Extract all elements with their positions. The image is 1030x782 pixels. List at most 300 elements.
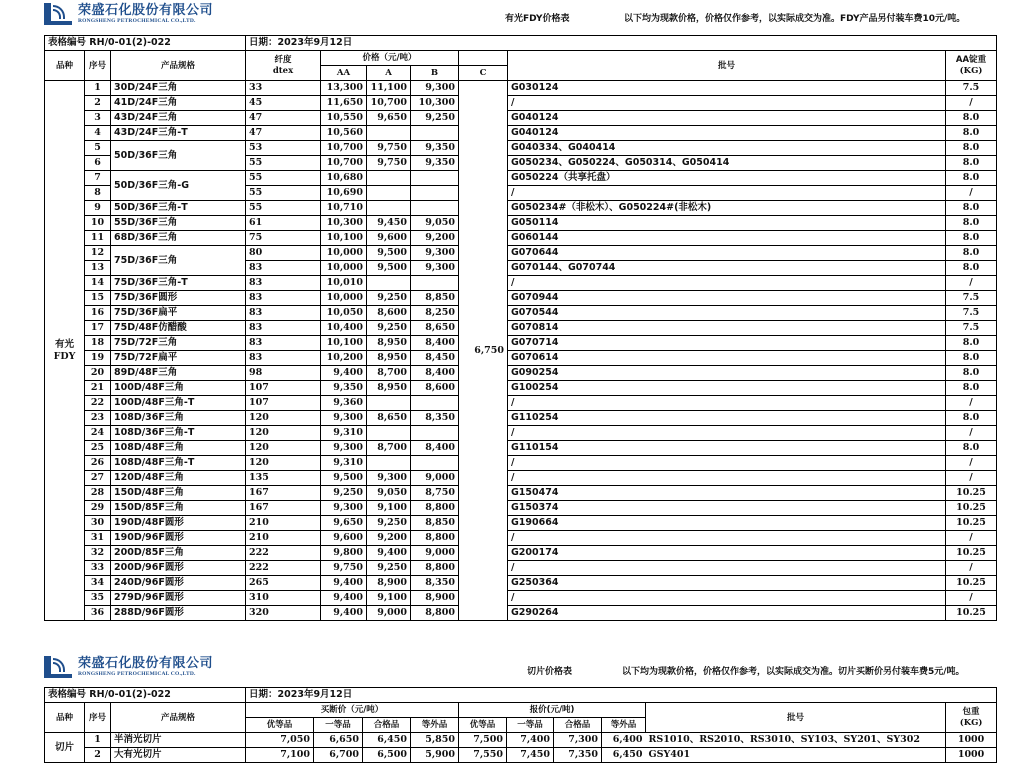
variety-label-1: 有光 xyxy=(54,338,74,350)
seq-cell: 22 xyxy=(85,396,111,411)
spec-cell: 75D/36F三角 xyxy=(111,246,246,276)
header-grade-a: A xyxy=(367,66,411,81)
batch-cell: / xyxy=(508,426,946,441)
price-b-cell xyxy=(411,126,459,141)
fdy-header-row-1 xyxy=(45,51,997,66)
batch-cell: / xyxy=(508,561,946,576)
price-b-cell: 8,400 xyxy=(411,441,459,456)
price-aa-cell: 9,400 xyxy=(321,606,367,621)
batch-cell: G150474 xyxy=(508,486,946,501)
spec-cell: 190D/96F圆形 xyxy=(111,531,246,546)
spec-cell: 68D/36F三角 xyxy=(111,231,246,246)
seq-cell: 27 xyxy=(85,471,111,486)
fdy-table-row xyxy=(45,336,997,351)
seq-cell: 21 xyxy=(85,381,111,396)
price-aa-cell: 10,680 xyxy=(321,171,367,186)
buyout-price-cell: 6,450 xyxy=(363,733,411,748)
header-weight-cn: 包重 xyxy=(962,706,980,717)
price-aa-cell: 10,200 xyxy=(321,351,367,366)
price-b-cell: 8,400 xyxy=(411,366,459,381)
price-aa-cell: 9,350 xyxy=(321,381,367,396)
quote-price-cell: 7,500 xyxy=(459,733,507,748)
weight-cell: 8.0 xyxy=(946,441,997,456)
price-a-cell: 9,050 xyxy=(367,486,411,501)
dtex-cell: 167 xyxy=(246,486,321,501)
fdy-sheet-note: 以下均为现款价格，价格仅作参考，以实际成交为准。FDY产品另付装车费10元/吨。 xyxy=(624,14,966,24)
batch-cell: G110254 xyxy=(508,411,946,426)
fdy-table-row xyxy=(45,546,997,561)
chip-form-number: 表格编号 RH/0-01(2)-022 xyxy=(45,688,246,703)
spec-cell: 100D/48F三角 xyxy=(111,381,246,396)
weight-cell: / xyxy=(946,456,997,471)
fdy-table-row xyxy=(45,141,997,156)
weight-cell: 8.0 xyxy=(946,246,997,261)
fdy-table-row xyxy=(45,426,997,441)
seq-cell: 12 xyxy=(85,246,111,261)
dtex-cell: 210 xyxy=(246,516,321,531)
weight-cell: 8.0 xyxy=(946,201,997,216)
batch-cell: G150374 xyxy=(508,501,946,516)
spec-cell: 108D/48F三角-T xyxy=(111,456,246,471)
weight-cell: 10.25 xyxy=(946,501,997,516)
seq-cell: 9 xyxy=(85,201,111,216)
weight-cell: 10.25 xyxy=(946,546,997,561)
weight-cell: 8.0 xyxy=(946,381,997,396)
weight-cell: 8.0 xyxy=(946,111,997,126)
fdy-table-row xyxy=(45,216,997,231)
dtex-cell: 55 xyxy=(246,156,321,171)
batch-cell: G110154 xyxy=(508,441,946,456)
seq-cell: 15 xyxy=(85,291,111,306)
batch-cell: G070544 xyxy=(508,306,946,321)
fdy-table-row xyxy=(45,606,997,621)
header-buyout-grade: 一等品 xyxy=(314,718,363,733)
price-b-cell: 10,300 xyxy=(411,96,459,111)
seq-cell: 18 xyxy=(85,336,111,351)
header-batch: 批号 xyxy=(646,703,946,733)
price-a-cell: 8,650 xyxy=(367,411,411,426)
price-aa-cell: 10,000 xyxy=(321,291,367,306)
seq-cell: 19 xyxy=(85,351,111,366)
chip-sheet-title: 切片价格表 xyxy=(527,667,573,677)
fdy-meta-row xyxy=(45,36,997,51)
spec-cell: 75D/36F扁平 xyxy=(111,306,246,321)
price-aa-cell: 9,400 xyxy=(321,591,367,606)
header-buyout-grade: 等外品 xyxy=(411,718,459,733)
price-aa-cell: 9,300 xyxy=(321,501,367,516)
batch-cell: / xyxy=(508,456,946,471)
spec-cell: 30D/24F三角 xyxy=(111,81,246,96)
dtex-cell: 107 xyxy=(246,396,321,411)
company-name-en: RONGSHENG PETROCHEMICAL CO.,LTD. xyxy=(78,670,196,677)
header-seq: 序号 xyxy=(85,703,111,733)
dtex-cell: 120 xyxy=(246,426,321,441)
quote-price-cell: 7,350 xyxy=(554,748,602,763)
spec-cell: 120D/48F三角 xyxy=(111,471,246,486)
weight-cell: 8.0 xyxy=(946,411,997,426)
company-logo xyxy=(44,3,213,25)
weight-cell: / xyxy=(946,591,997,606)
spec-cell: 150D/85F三角 xyxy=(111,501,246,516)
rongsheng-logo-icon xyxy=(44,3,72,25)
price-a-cell: 9,250 xyxy=(367,516,411,531)
price-b-cell xyxy=(411,426,459,441)
header-price-c-top xyxy=(459,51,508,66)
batch-cell: / xyxy=(508,186,946,201)
fdy-table-row xyxy=(45,456,997,471)
fdy-table-row xyxy=(45,591,997,606)
price-b-cell: 8,850 xyxy=(411,291,459,306)
seq-cell: 25 xyxy=(85,441,111,456)
seq-cell: 33 xyxy=(85,561,111,576)
batch-cell: G070714 xyxy=(508,336,946,351)
dtex-cell: 135 xyxy=(246,471,321,486)
price-b-cell: 8,800 xyxy=(411,501,459,516)
dtex-cell: 83 xyxy=(246,276,321,291)
company-logo-2 xyxy=(44,656,213,678)
header-spec: 产品规格 xyxy=(111,51,246,81)
price-b-cell: 8,800 xyxy=(411,531,459,546)
company-name-cn: 荣盛石化股份有限公司 xyxy=(78,2,214,18)
rongsheng-logo-icon xyxy=(44,656,72,678)
price-b-cell: 9,300 xyxy=(411,246,459,261)
batch-cell: G060144 xyxy=(508,231,946,246)
header-denier-cn: 纤度 xyxy=(274,54,292,65)
seq-cell: 8 xyxy=(85,186,111,201)
quote-price-cell: 7,450 xyxy=(507,748,554,763)
dtex-cell: 75 xyxy=(246,231,321,246)
price-b-cell xyxy=(411,456,459,471)
dtex-cell: 83 xyxy=(246,306,321,321)
batch-cell: G090254 xyxy=(508,366,946,381)
weight-cell: 8.0 xyxy=(946,126,997,141)
spec-cell: 190D/48F圆形 xyxy=(111,516,246,531)
seq-cell: 1 xyxy=(85,81,111,96)
header-spec: 产品规格 xyxy=(111,703,246,733)
spec-cell: 半消光切片 xyxy=(111,733,246,748)
spec-cell: 75D/36F三角-T xyxy=(111,276,246,291)
spec-cell: 108D/36F三角-T xyxy=(111,426,246,441)
price-a-cell xyxy=(367,126,411,141)
price-a-cell: 9,100 xyxy=(367,501,411,516)
header-variety: 品种 xyxy=(45,51,85,81)
seq-cell: 17 xyxy=(85,321,111,336)
batch-cell: G070814 xyxy=(508,321,946,336)
header-grade-c: C xyxy=(459,66,508,81)
price-a-cell: 9,750 xyxy=(367,156,411,171)
fdy-price-table xyxy=(44,35,997,621)
seq-cell: 13 xyxy=(85,261,111,276)
header-weight-unit: (KG) xyxy=(959,65,983,76)
company-name-cn: 荣盛石化股份有限公司 xyxy=(78,655,214,671)
batch-cell: / xyxy=(508,531,946,546)
spec-cell: 288D/96F圆形 xyxy=(111,606,246,621)
dtex-cell: 83 xyxy=(246,321,321,336)
batch-cell: G050224（共享托盘） xyxy=(508,171,946,186)
weight-cell: / xyxy=(946,531,997,546)
fdy-variety-cell xyxy=(45,81,85,621)
batch-cell: G040334、G040414 xyxy=(508,141,946,156)
price-b-cell: 8,850 xyxy=(411,516,459,531)
fdy-table-row xyxy=(45,126,997,141)
spec-cell: 75D/36F圆形 xyxy=(111,291,246,306)
fdy-table-row xyxy=(45,471,997,486)
price-b-cell: 8,600 xyxy=(411,381,459,396)
dtex-cell: 45 xyxy=(246,96,321,111)
weight-cell: 10.25 xyxy=(946,486,997,501)
header-denier xyxy=(246,51,321,81)
price-a-cell: 8,900 xyxy=(367,576,411,591)
batch-cell: G030124 xyxy=(508,81,946,96)
seq-cell: 23 xyxy=(85,411,111,426)
chip-date: 日期：2023年9月12日 xyxy=(246,688,997,703)
price-b-cell xyxy=(411,186,459,201)
fdy-table-row xyxy=(45,171,997,186)
price-aa-cell: 9,600 xyxy=(321,531,367,546)
price-a-cell: 9,250 xyxy=(367,321,411,336)
weight-cell: 8.0 xyxy=(946,141,997,156)
price-b-cell xyxy=(411,276,459,291)
seq-cell: 34 xyxy=(85,576,111,591)
spec-cell: 41D/24F三角 xyxy=(111,96,246,111)
price-a-cell: 9,600 xyxy=(367,231,411,246)
price-b-cell xyxy=(411,171,459,186)
price-c-cell: 6,750 xyxy=(459,81,508,621)
price-aa-cell: 10,710 xyxy=(321,201,367,216)
header-price: 价格（元/吨） xyxy=(321,51,459,66)
batch-cell: / xyxy=(508,591,946,606)
weight-cell: 8.0 xyxy=(946,171,997,186)
chip-meta-row xyxy=(45,688,997,703)
weight-cell: 8.0 xyxy=(946,261,997,276)
price-a-cell: 8,950 xyxy=(367,336,411,351)
price-b-cell xyxy=(411,396,459,411)
fdy-table-row xyxy=(45,501,997,516)
company-name-en: RONGSHENG PETROCHEMICAL CO.,LTD. xyxy=(78,17,196,24)
weight-cell: 1000 xyxy=(946,748,997,763)
dtex-cell: 83 xyxy=(246,261,321,276)
batch-cell: G040124 xyxy=(508,111,946,126)
chip-header-row-1 xyxy=(45,703,997,718)
header-seq: 序号 xyxy=(85,51,111,81)
quote-price-cell: 7,550 xyxy=(459,748,507,763)
price-b-cell: 9,050 xyxy=(411,216,459,231)
price-a-cell: 8,700 xyxy=(367,366,411,381)
price-b-cell: 8,400 xyxy=(411,336,459,351)
weight-cell: 8.0 xyxy=(946,216,997,231)
weight-cell: 7.5 xyxy=(946,321,997,336)
price-aa-cell: 9,300 xyxy=(321,411,367,426)
quote-price-cell: 6,450 xyxy=(602,748,646,763)
batch-cell: G050234#（非松木）、G050224#(非松木) xyxy=(508,201,946,216)
price-a-cell xyxy=(367,396,411,411)
fdy-table-row xyxy=(45,381,997,396)
batch-cell: / xyxy=(508,396,946,411)
dtex-cell: 310 xyxy=(246,591,321,606)
seq-cell: 6 xyxy=(85,156,111,171)
batch-cell: G190664 xyxy=(508,516,946,531)
weight-cell: / xyxy=(946,276,997,291)
spec-cell: 43D/24F三角 xyxy=(111,111,246,126)
price-b-cell: 8,750 xyxy=(411,486,459,501)
price-b-cell: 9,350 xyxy=(411,156,459,171)
weight-cell: / xyxy=(946,471,997,486)
weight-cell: 8.0 xyxy=(946,366,997,381)
price-aa-cell: 10,560 xyxy=(321,126,367,141)
seq-cell: 24 xyxy=(85,426,111,441)
spec-cell: 200D/96F圆形 xyxy=(111,561,246,576)
buyout-price-cell: 6,500 xyxy=(363,748,411,763)
header-weight xyxy=(946,51,997,81)
buyout-price-cell: 7,100 xyxy=(246,748,314,763)
price-aa-cell: 10,050 xyxy=(321,306,367,321)
dtex-cell: 33 xyxy=(246,81,321,96)
chip-table-row xyxy=(45,748,997,763)
price-b-cell: 8,450 xyxy=(411,351,459,366)
price-aa-cell: 10,400 xyxy=(321,321,367,336)
price-a-cell: 9,300 xyxy=(367,471,411,486)
seq-cell: 32 xyxy=(85,546,111,561)
dtex-cell: 222 xyxy=(246,546,321,561)
batch-cell: G070144、G070744 xyxy=(508,261,946,276)
price-aa-cell: 9,750 xyxy=(321,561,367,576)
price-b-cell: 9,000 xyxy=(411,471,459,486)
price-b-cell: 8,800 xyxy=(411,606,459,621)
dtex-cell: 98 xyxy=(246,366,321,381)
batch-cell: G290264 xyxy=(508,606,946,621)
price-b-cell: 8,350 xyxy=(411,576,459,591)
header-batch: 批号 xyxy=(508,51,946,81)
batch-cell: RS1010、RS2010、RS3010、SY103、SY201、SY302 xyxy=(646,733,946,748)
dtex-cell: 55 xyxy=(246,186,321,201)
weight-cell: 8.0 xyxy=(946,336,997,351)
weight-cell: 8.0 xyxy=(946,351,997,366)
price-aa-cell: 10,690 xyxy=(321,186,367,201)
weight-cell: 7.5 xyxy=(946,81,997,96)
quote-price-cell: 7,300 xyxy=(554,733,602,748)
price-a-cell: 9,450 xyxy=(367,216,411,231)
price-aa-cell: 10,700 xyxy=(321,141,367,156)
spec-cell: 大有光切片 xyxy=(111,748,246,763)
spec-cell: 75D/48F仿醋酸 xyxy=(111,321,246,336)
price-b-cell: 9,200 xyxy=(411,231,459,246)
fdy-table-row xyxy=(45,246,997,261)
price-a-cell xyxy=(367,456,411,471)
seq-cell: 14 xyxy=(85,276,111,291)
fdy-table-row xyxy=(45,486,997,501)
dtex-cell: 80 xyxy=(246,246,321,261)
chip-sheet-note: 以下均为现款价格，价格仅作参考，以实际成交为准。切片买断价另付装车费5元/吨。 xyxy=(622,667,965,677)
price-a-cell: 10,700 xyxy=(367,96,411,111)
price-a-cell xyxy=(367,201,411,216)
batch-cell: GSY401 xyxy=(646,748,946,763)
weight-cell: 10.25 xyxy=(946,576,997,591)
header-quote-grade: 优等品 xyxy=(459,718,507,733)
seq-cell: 2 xyxy=(85,96,111,111)
seq-cell: 11 xyxy=(85,231,111,246)
price-a-cell xyxy=(367,426,411,441)
price-a-cell: 9,100 xyxy=(367,591,411,606)
dtex-cell: 55 xyxy=(246,171,321,186)
price-a-cell: 9,200 xyxy=(367,531,411,546)
fdy-sheet-title: 有光FDY价格表 xyxy=(505,14,570,24)
seq-cell: 5 xyxy=(85,141,111,156)
price-aa-cell: 9,360 xyxy=(321,396,367,411)
price-aa-cell: 10,100 xyxy=(321,231,367,246)
price-a-cell: 8,950 xyxy=(367,381,411,396)
price-aa-cell: 10,000 xyxy=(321,261,367,276)
header-weight xyxy=(946,703,997,733)
price-aa-cell: 9,800 xyxy=(321,546,367,561)
seq-cell: 31 xyxy=(85,531,111,546)
seq-cell: 3 xyxy=(85,111,111,126)
batch-cell: G050114 xyxy=(508,216,946,231)
header-buyout-price: 买断价（元/吨） xyxy=(246,703,459,718)
chip-variety-cell: 切片 xyxy=(45,733,85,763)
price-b-cell: 9,300 xyxy=(411,261,459,276)
weight-cell: / xyxy=(946,396,997,411)
seq-cell: 20 xyxy=(85,366,111,381)
price-a-cell: 9,650 xyxy=(367,111,411,126)
spec-cell: 200D/85F三角 xyxy=(111,546,246,561)
header-buyout-grade: 优等品 xyxy=(246,718,314,733)
fdy-table-row xyxy=(45,201,997,216)
seq-cell: 26 xyxy=(85,456,111,471)
price-a-cell: 9,000 xyxy=(367,606,411,621)
fdy-table-row xyxy=(45,366,997,381)
price-b-cell: 8,900 xyxy=(411,591,459,606)
spec-cell: 240D/96F圆形 xyxy=(111,576,246,591)
weight-cell: 1000 xyxy=(946,733,997,748)
price-a-cell: 9,400 xyxy=(367,546,411,561)
spec-cell: 43D/24F三角-T xyxy=(111,126,246,141)
buyout-price-cell: 7,050 xyxy=(246,733,314,748)
price-aa-cell: 10,300 xyxy=(321,216,367,231)
fdy-table-row xyxy=(45,516,997,531)
fdy-table-row xyxy=(45,291,997,306)
seq-cell: 1 xyxy=(85,733,111,748)
header-grade-b: B xyxy=(411,66,459,81)
price-b-cell: 8,250 xyxy=(411,306,459,321)
fdy-table-row xyxy=(45,231,997,246)
dtex-cell: 55 xyxy=(246,201,321,216)
fdy-table-row xyxy=(45,96,997,111)
dtex-cell: 107 xyxy=(246,381,321,396)
batch-cell: G070944 xyxy=(508,291,946,306)
price-aa-cell: 9,310 xyxy=(321,426,367,441)
price-aa-cell: 9,400 xyxy=(321,576,367,591)
price-aa-cell: 9,300 xyxy=(321,441,367,456)
batch-cell: G250364 xyxy=(508,576,946,591)
batch-cell: G040124 xyxy=(508,126,946,141)
weight-cell: / xyxy=(946,426,997,441)
batch-cell: G050234、G050224、G050314、G050414 xyxy=(508,156,946,171)
seq-cell: 28 xyxy=(85,486,111,501)
buyout-price-cell: 6,650 xyxy=(314,733,363,748)
dtex-cell: 210 xyxy=(246,531,321,546)
fdy-table-row xyxy=(45,441,997,456)
price-b-cell: 9,300 xyxy=(411,81,459,96)
fdy-table-row xyxy=(45,411,997,426)
dtex-cell: 83 xyxy=(246,336,321,351)
seq-cell: 16 xyxy=(85,306,111,321)
price-aa-cell: 9,650 xyxy=(321,516,367,531)
price-aa-cell: 13,300 xyxy=(321,81,367,96)
header-weight-cn: AA锭重 xyxy=(955,54,987,65)
price-aa-cell: 10,100 xyxy=(321,336,367,351)
price-aa-cell: 10,000 xyxy=(321,246,367,261)
price-b-cell xyxy=(411,201,459,216)
